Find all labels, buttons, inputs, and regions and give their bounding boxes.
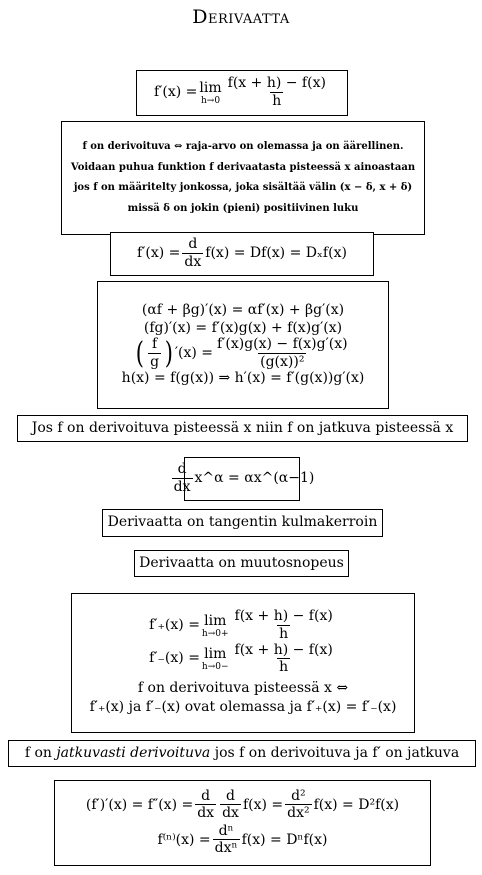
higher-derivatives-box (54, 780, 431, 866)
definition-explanation-box (61, 121, 425, 235)
continuously-differentiable-text (25, 745, 459, 763)
explanation-line-1: f on derivoituva ⇔ raja-arvo on olemassa ja on äärellinen. (82, 141, 404, 152)
fraction-denominator: h (279, 625, 289, 642)
fraction-numerator: f(x + h) − f(x) (234, 641, 333, 658)
rate-of-change-box (134, 550, 349, 577)
limit-label: lim (204, 612, 227, 629)
differentiation-rules-box (97, 281, 389, 409)
one-sided-derivatives-box (71, 593, 415, 733)
difference-quotient (233, 643, 335, 676)
product-rule: (fg)′(x) = f′(x)g(x) + f(x)g′(x) (143, 319, 343, 336)
result-denominator: (g(x))² (260, 353, 305, 370)
derivative-definition (154, 76, 330, 109)
explanation-line-3: jos f on määritelty jonkossa, joka sisältää välin (x − δ, x + δ) (73, 182, 413, 193)
d-dx-operator (172, 462, 193, 495)
operator-numerator: d (177, 461, 187, 478)
operator-denominator: dx² (287, 805, 310, 822)
quotient-f-over-g (148, 337, 161, 370)
power-rule-rhs: x^α = αx^(α−1) (194, 470, 315, 487)
operator-denominator: dx (222, 805, 239, 822)
limit (202, 646, 229, 673)
continuously-differentiable-box (8, 740, 476, 767)
cd-prefix: f on (24, 744, 57, 761)
power-rule-box (173, 457, 315, 501)
chain-rule: h(x) = f(g(x)) ⇒ h′(x) = f′(g(x))g′(x) (121, 370, 365, 387)
operator-numerator: d (188, 236, 198, 253)
d-dx-operator (195, 789, 216, 822)
operator-denominator: dx (197, 805, 215, 822)
linearity-rule: (αf + βg)′(x) = αf′(x) + βg′(x) (141, 302, 345, 319)
cd-emphasis: jatkuvasti derivoituva (56, 744, 211, 761)
quotient-rule (134, 337, 351, 370)
limit (202, 613, 229, 640)
difference-quotient (226, 76, 328, 109)
operator-numerator: d² (291, 787, 306, 804)
definition-lhs: f′(x) = (154, 84, 198, 101)
limit-subscript: h→0− (201, 662, 229, 673)
explanation-line-2: Voidaan puhua funktion f derivaatasta pisteessä x ainoastaan (70, 161, 416, 173)
limit (199, 80, 221, 107)
second-derivative-rhs: f(x) = D²f(x) (313, 796, 400, 813)
fraction-numerator: f(x + h) − f(x) (234, 608, 333, 625)
quotient-result (215, 337, 350, 370)
operator-denominator: dxⁿ (214, 840, 238, 857)
left-derivative-lhs: f′₋(x) = (149, 650, 200, 667)
second-derivative-middle: f(x) = (242, 796, 284, 813)
nth-derivative-rhs: f(x) = Dⁿf(x) (241, 831, 328, 848)
second-derivative-lhs: (f′)′(x) = f″(x) = (85, 796, 194, 813)
fraction-denominator: h (279, 658, 289, 675)
cd-suffix: jos f on derivoituva ja f′ on jatkuva (210, 744, 460, 761)
operator-denominator: dx (173, 478, 191, 495)
second-derivative (86, 789, 399, 822)
d-dx-operator (182, 237, 203, 270)
notation-lhs: f′(x) = (137, 245, 181, 262)
explanation-line-4: missä δ on jokin (pieni) positiivinen luku (127, 202, 359, 214)
notation-formula (137, 237, 347, 270)
result-numerator: f′(x)g(x) − f(x)g′(x) (217, 336, 348, 353)
continuity-statement-box (17, 415, 468, 442)
right-paren: ) (164, 335, 174, 371)
tangent-slope-box (102, 509, 383, 537)
one-sided-equality: f′₊(x) ja f′₋(x) ovat olemassa ja f′₊(x) = f′₋(x) (89, 699, 397, 716)
page-title: Derivaatta (192, 6, 290, 28)
difference-quotient (233, 609, 335, 642)
quotient-denominator: g (150, 353, 160, 370)
quotient-numerator: f (152, 336, 158, 353)
notation-box (110, 232, 374, 276)
nth-derivative-lhs: f⁽ⁿ⁾(x) = (157, 831, 211, 848)
operator-numerator: d (201, 787, 211, 804)
operator-denominator: dx (184, 253, 202, 270)
fraction-numerator: f(x + h) − f(x) (227, 75, 326, 92)
differentiability-condition: f on derivoituva pisteessä x ⇔ (137, 679, 349, 696)
limit-label: lim (199, 79, 222, 96)
power-rule (170, 462, 315, 495)
right-derivative-lhs: f′₊(x) = (149, 617, 200, 634)
left-derivative (149, 643, 337, 676)
right-derivative (149, 609, 337, 642)
fraction-denominator: h (272, 92, 282, 109)
limit-subscript: h→0+ (201, 629, 229, 640)
d2-dx2-operator (285, 789, 311, 822)
d-dx-operator (220, 789, 241, 822)
notation-rhs: f(x) = Df(x) = Dₓf(x) (205, 245, 347, 262)
derivative-definition-box (136, 70, 348, 116)
operator-numerator: d (226, 787, 235, 804)
rate-of-change-text: Derivaatta on muutosnopeus (139, 554, 344, 571)
nth-derivative (158, 824, 328, 857)
continuity-statement: Jos f on derivoituva pisteessä x niin f on jatkuva pisteessä x (31, 419, 454, 436)
operator-numerator: dⁿ (218, 823, 234, 839)
tangent-slope-text: Derivaatta on tangentin kulmakerroin (107, 514, 378, 531)
quotient-middle: ′(x) = (174, 345, 214, 361)
left-paren: ( (136, 335, 145, 371)
limit-label: lim (204, 645, 227, 662)
limit-subscript: h→0 (201, 96, 221, 107)
dn-dxn-operator (213, 824, 240, 857)
